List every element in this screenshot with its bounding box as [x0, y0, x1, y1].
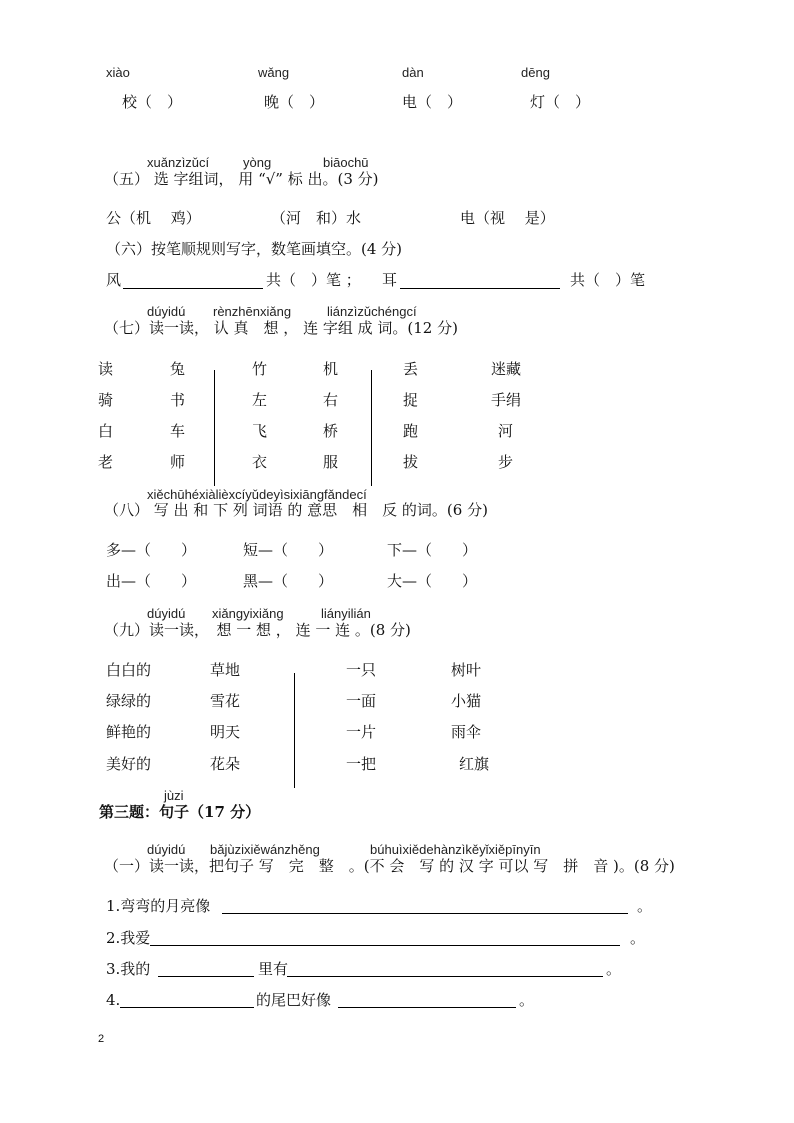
sentence-prefix: 3.我的	[106, 960, 151, 978]
divider-line	[214, 370, 215, 486]
match-item[interactable]: 雨伞	[451, 723, 482, 741]
sentence-middle: 里有	[258, 960, 289, 978]
pinyin: biāochū	[323, 155, 369, 170]
part-3-heading: 第三题：句子（17 分）	[99, 803, 261, 821]
pinyin-wang: wǎng	[258, 65, 290, 80]
match-item[interactable]: 草地	[210, 661, 241, 679]
antonym-item[interactable]: 大—（ ）	[387, 572, 478, 590]
divider-line	[371, 370, 372, 486]
pinyin: bǎjùzixiěwánzhěng	[210, 842, 320, 857]
word-char[interactable]: 机	[323, 360, 339, 378]
word-char[interactable]: 右	[323, 391, 339, 409]
sentence-end: 。	[630, 929, 646, 947]
sentence-blank[interactable]	[338, 1007, 516, 1008]
match-item[interactable]: 花朵	[210, 755, 241, 773]
word-char[interactable]: 河	[498, 422, 514, 440]
stroke-char: 风	[106, 271, 122, 289]
word-char[interactable]: 桥	[323, 422, 339, 440]
word-char[interactable]: 捉	[403, 391, 419, 409]
pinyin: liányilián	[321, 606, 371, 621]
fill-item[interactable]: 晚（ ）	[264, 93, 325, 111]
sentence-blank[interactable]	[222, 913, 628, 914]
pinyin: liánzìzǔchéngcí	[327, 304, 417, 319]
word-char[interactable]: 读	[98, 360, 114, 378]
question-p3-1-title: （一）读一读，把句子 写 完 整 。(不 会 写 的 汉 字 可以 写 拼 音 )。(8 分)	[104, 857, 675, 875]
stroke-count[interactable]: 共（ ）笔	[570, 271, 646, 289]
word-char[interactable]: 白	[98, 422, 114, 440]
word-char[interactable]: 骑	[98, 391, 114, 409]
sentence-prefix: 2.我爱	[106, 929, 151, 947]
match-item[interactable]: 鲜艳的	[106, 723, 152, 741]
match-item[interactable]: 树叶	[451, 661, 482, 679]
match-item[interactable]: 小猫	[451, 692, 482, 710]
pinyin: dúyidú	[147, 842, 186, 857]
fill-item[interactable]: 灯（ ）	[530, 93, 591, 111]
match-item[interactable]: 白白的	[106, 661, 152, 679]
question-5-title: （五） 选 字组词， 用 “√” 标 出。(3 分)	[104, 170, 379, 188]
pinyin-dan: dàn	[402, 65, 424, 80]
choice-item[interactable]: （河 和）水	[271, 209, 362, 227]
word-char[interactable]: 车	[170, 422, 186, 440]
fill-item[interactable]: 电（ ）	[402, 93, 463, 111]
sentence-end: 。	[519, 991, 535, 1009]
match-item[interactable]: 一片	[346, 723, 377, 741]
antonym-item[interactable]: 多—（ ）	[106, 541, 197, 559]
sentence-middle: 的尾巴好像	[256, 991, 332, 1009]
word-char[interactable]: 步	[498, 453, 514, 471]
sentence-blank[interactable]	[158, 976, 254, 977]
match-item[interactable]: 红旗	[459, 755, 490, 773]
match-item[interactable]: 一只	[346, 661, 377, 679]
divider-line	[294, 673, 295, 788]
choice-item[interactable]: 电（视 是）	[460, 209, 555, 227]
question-8-title: （八） 写 出 和 下 列 词语 的 意思 相 反 的词。(6 分)	[104, 501, 488, 519]
question-7-title: （七）读一读， 认 真 想 ， 连 字组 成 词。(12 分)	[104, 319, 458, 337]
word-char[interactable]: 迷藏	[491, 360, 522, 378]
sentence-end: 。	[606, 960, 622, 978]
sentence-blank[interactable]	[120, 1007, 254, 1008]
match-item[interactable]: 一把	[346, 755, 377, 773]
pinyin-xiao: xiào	[106, 65, 130, 80]
word-char[interactable]: 丢	[403, 360, 419, 378]
pinyin: rènzhēnxiǎng	[213, 304, 292, 319]
pinyin: dúyidú	[147, 606, 186, 621]
word-char[interactable]: 兔	[170, 360, 186, 378]
match-item[interactable]: 美好的	[106, 755, 152, 773]
antonym-item[interactable]: 下—（ ）	[387, 541, 478, 559]
sentence-blank[interactable]	[150, 945, 620, 946]
page-number: 2	[98, 1033, 105, 1045]
pinyin: xiǎngyixiǎng	[212, 606, 284, 621]
stroke-char: 耳	[382, 271, 398, 289]
write-blank[interactable]	[400, 288, 560, 289]
sentence-prefix: 4.	[106, 991, 121, 1009]
word-char[interactable]: 书	[170, 391, 186, 409]
word-char[interactable]: 飞	[252, 422, 268, 440]
stroke-count[interactable]: 共（ ）笔 ；	[266, 271, 361, 289]
pinyin: jùzi	[164, 788, 184, 803]
question-6-title: （六）按笔顺规则写字，数笔画填空。(4 分)	[106, 240, 403, 258]
antonym-item[interactable]: 黑—（ ）	[243, 572, 334, 590]
word-char[interactable]: 服	[323, 453, 339, 471]
word-char[interactable]: 跑	[403, 422, 419, 440]
pinyin: búhuìxiědehànzìkěyǐxiěpīnyīn	[370, 842, 541, 857]
antonym-item[interactable]: 出—（ ）	[106, 572, 197, 590]
pinyin: xiěchūhéxiàlièxcíyǔdeyìsixiāngfǎndecí	[147, 487, 367, 502]
word-char[interactable]: 竹	[252, 360, 268, 378]
match-item[interactable]: 一面	[346, 692, 377, 710]
sentence-blank[interactable]	[287, 976, 603, 977]
choice-item[interactable]: 公（机 鸡）	[106, 209, 201, 227]
write-blank[interactable]	[123, 288, 263, 289]
question-9-title: （九）读一读， 想 一 想 ， 连 一 连 。(8 分)	[104, 621, 411, 639]
antonym-item[interactable]: 短—（ ）	[243, 541, 334, 559]
fill-item[interactable]: 校（ ）	[122, 93, 183, 111]
word-char[interactable]: 手绢	[491, 391, 522, 409]
match-item[interactable]: 雪花	[210, 692, 241, 710]
pinyin: xuǎnzìzǔcí	[147, 155, 210, 170]
word-char[interactable]: 师	[170, 453, 186, 471]
sentence-prefix: 1.弯弯的月亮像	[106, 897, 211, 915]
word-char[interactable]: 老	[98, 453, 114, 471]
match-item[interactable]: 绿绿的	[106, 692, 152, 710]
pinyin: dúyidú	[147, 304, 186, 319]
pinyin-deng: dēng	[521, 65, 550, 80]
word-char[interactable]: 左	[252, 391, 268, 409]
word-char[interactable]: 衣	[252, 453, 268, 471]
sentence-end: 。	[637, 897, 653, 915]
match-item[interactable]: 明天	[210, 723, 241, 741]
word-char[interactable]: 拔	[403, 453, 419, 471]
pinyin: yòng	[243, 155, 272, 170]
